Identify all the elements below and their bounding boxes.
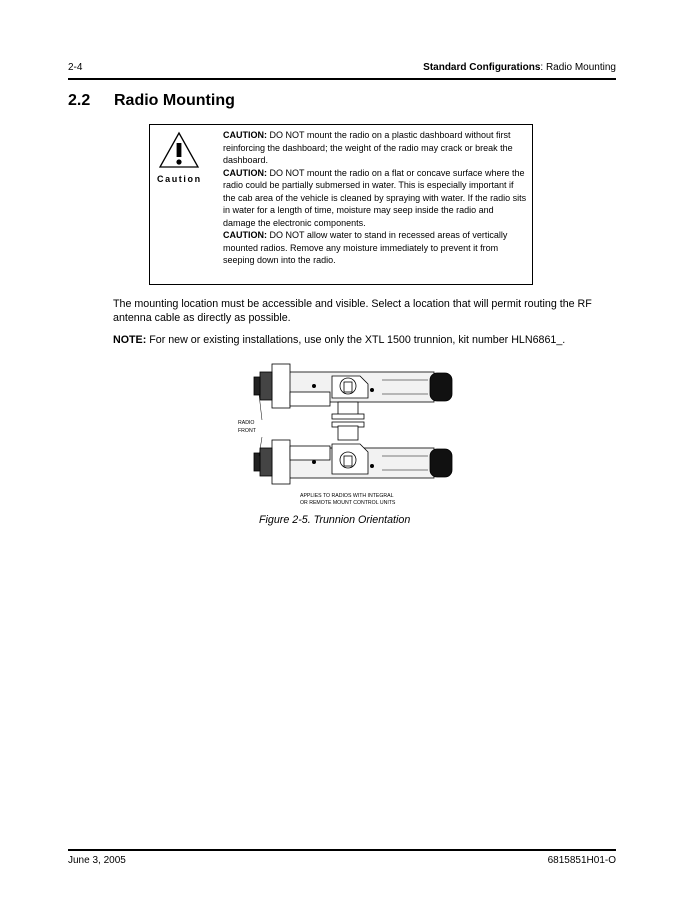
label-radio: RADIO	[238, 420, 255, 426]
section-title: Radio Mounting	[114, 92, 235, 109]
radio-front-callout	[259, 394, 262, 456]
caution-box	[149, 124, 533, 285]
section-heading	[68, 92, 235, 110]
running-head-section: : Radio Mounting	[540, 62, 616, 73]
trunnion-orientation-figure	[232, 362, 462, 510]
radio-top-illustration	[254, 364, 452, 419]
caution-item	[223, 229, 527, 267]
caution-item-label: CAUTION:	[223, 167, 267, 178]
section-number: 2.2	[68, 92, 91, 109]
running-head-chapter: Standard Configurations	[423, 62, 541, 73]
note-label: NOTE:	[113, 334, 147, 346]
radio-bottom-illustration	[254, 422, 452, 484]
figure-caption: Figure 2-5. Trunnion Orientation	[259, 514, 411, 526]
caution-item-label: CAUTION:	[223, 130, 267, 140]
caution-text	[223, 129, 527, 267]
applies-line-2: OR REMOTE MOUNT CONTROL UNITS	[300, 500, 396, 506]
caution-item	[223, 167, 527, 230]
footer-doc-number: 6815851H01-O	[547, 855, 616, 866]
mounting-location-paragraph: The mounting location must be accessible and visible. Select a location that will permit routing the RF antenna cable as directly as possible.	[113, 298, 592, 324]
caution-item-text: DO NOT allow water to stand in recessed areas of vertically mounted radios. Remove any moisture immediately to prevent it from seeping down into the radio.	[223, 230, 508, 265]
applies-line-1: APPLIES TO RADIOS WITH INTEGRAL	[300, 493, 394, 499]
note-text: For new or existing installations, use only the XTL 1500 trunnion, kit number HLN6861_.	[146, 334, 566, 346]
footer-date: June 3, 2005	[68, 855, 126, 866]
note-paragraph	[113, 333, 618, 347]
caution-triangle-icon	[158, 131, 200, 169]
page-number: 2-4	[68, 62, 83, 73]
caution-item	[223, 129, 527, 167]
caution-item-text: DO NOT mount the radio on a flat or concave surface where the radio could be partially submersed in water. This is especially important if the cab area of the vehicle is cleaned by spraying with water. If the radio sits in water for a length of time, moisture may seep inside the radio and damage the electronic components.	[223, 167, 527, 228]
footer-rule	[68, 849, 616, 851]
caution-item-label: CAUTION:	[223, 230, 267, 240]
label-front: FRONT	[238, 428, 256, 434]
caution-item-text: DO NOT mount the radio on a plastic dashboard without first reinforcing the dashboard; the weight of the radio may crack or break the dashboard.	[223, 130, 513, 165]
running-head	[423, 62, 616, 73]
caution-icon-label: Caution	[157, 174, 202, 184]
header-rule	[68, 78, 616, 80]
